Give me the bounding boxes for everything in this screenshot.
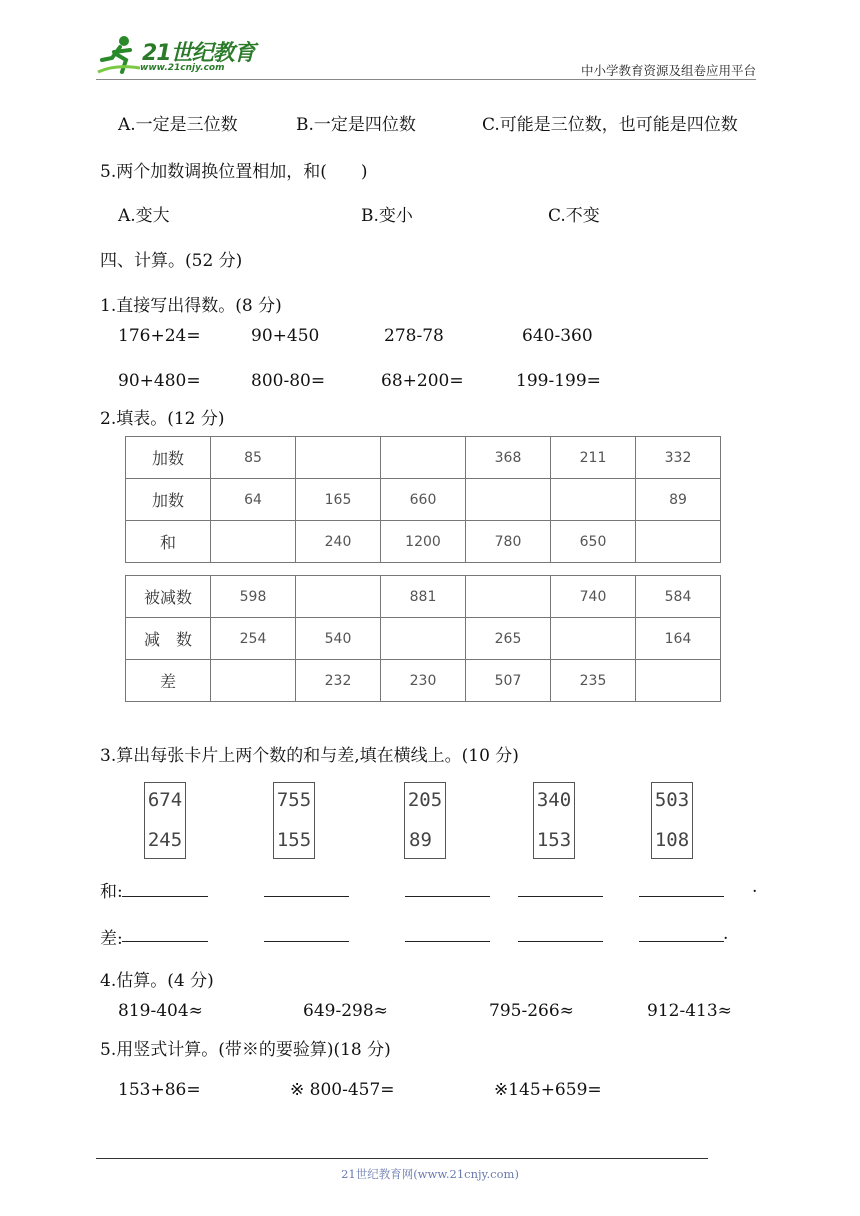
table-cell: 211 (551, 437, 636, 479)
card-number-top: 755 (276, 789, 312, 811)
addition-table (125, 436, 721, 563)
table-cell: 540 (296, 618, 381, 660)
row-header: 加数 (126, 479, 211, 521)
table-cell: 254 (211, 618, 296, 660)
table-cell: 265 (466, 618, 551, 660)
table-row (126, 437, 721, 479)
table-cell: 780 (466, 521, 551, 563)
part1-title: 1.直接写出得数。(8 分) (100, 296, 282, 316)
number-card (144, 782, 186, 859)
vertical-calc-item: 153+86= (118, 1080, 201, 1100)
sum-blank[interactable] (518, 896, 603, 897)
table-cell: 64 (211, 479, 296, 521)
card-number-top: 503 (654, 789, 690, 811)
calc-item: 199-199= (516, 371, 601, 391)
diff-blank[interactable] (518, 941, 603, 942)
diff-blank[interactable] (122, 941, 208, 942)
section-title: 四、计算。(52 分) (100, 251, 243, 271)
diff-blank[interactable] (405, 941, 490, 942)
calc-item: 68+200= (381, 371, 464, 391)
card-number-bottom: 108 (654, 829, 690, 851)
sum-blank[interactable] (122, 896, 208, 897)
estimate-item: 912-413≈ (647, 1001, 732, 1021)
vertical-calc-item: ※ 800-457= (290, 1080, 395, 1100)
table-cell: 584 (636, 576, 721, 618)
vertical-calc-item: ※145+659= (494, 1080, 602, 1100)
table-cell: 89 (636, 479, 721, 521)
calc-item: 90+480= (118, 371, 201, 391)
table-cell: 85 (211, 437, 296, 479)
sum-blank[interactable] (405, 896, 490, 897)
footer-divider (96, 1158, 708, 1159)
table-cell: 165 (296, 479, 381, 521)
card-number-top: 340 (536, 789, 572, 811)
row-header: 差 (126, 660, 211, 702)
footer-text: 21世纪教育网(www.21cnjy.com) (341, 1167, 519, 1181)
part2-title: 2.填表。(12 分) (100, 409, 225, 429)
estimate-item: 649-298≈ (303, 1001, 388, 1021)
diff-period: . (723, 924, 729, 944)
option-c: C.可能是三位数，也可能是四位数 (482, 115, 738, 135)
card-number-bottom: 89 (409, 829, 432, 851)
question-5: 5.两个加数调换位置相加，和( ) (100, 162, 368, 182)
row-header: 被减数 (126, 576, 211, 618)
table-cell[interactable] (551, 618, 636, 660)
table-cell[interactable] (296, 437, 381, 479)
table-row (126, 618, 721, 660)
table-cell: 235 (551, 660, 636, 702)
header-platform-text: 中小学教育资源及组卷应用平台 (580, 63, 756, 78)
table-cell: 240 (296, 521, 381, 563)
table-cell: 164 (636, 618, 721, 660)
calc-item: 90+450 (251, 326, 320, 346)
card-number-bottom: 155 (276, 829, 312, 851)
diff-blank[interactable] (639, 941, 724, 942)
table-cell[interactable] (211, 521, 296, 563)
q5-option-b: B.变小 (361, 206, 413, 226)
table-row (126, 576, 721, 618)
card-number-top: 205 (407, 789, 443, 811)
table-cell: 230 (381, 660, 466, 702)
header-divider (96, 79, 756, 80)
table-cell[interactable] (211, 660, 296, 702)
row-header: 减 数 (126, 618, 211, 660)
number-card (533, 782, 575, 859)
table-row (126, 660, 721, 702)
number-card (651, 782, 693, 859)
q5-option-c: C.不变 (548, 206, 600, 226)
estimate-item: 819-404≈ (118, 1001, 203, 1021)
logo-text: 21世纪教育 (142, 41, 255, 66)
estimate-item: 795-266≈ (489, 1001, 574, 1021)
number-card (404, 782, 446, 859)
table-cell: 332 (636, 437, 721, 479)
table-cell[interactable] (466, 576, 551, 618)
calc-item: 640-360 (522, 326, 593, 346)
row-header: 加数 (126, 437, 211, 479)
table-cell[interactable] (551, 479, 636, 521)
part4-title: 4.估算。(4 分) (100, 971, 214, 991)
diff-label: 差: (100, 929, 123, 949)
table-row (126, 479, 721, 521)
number-card (273, 782, 315, 859)
calc-item: 176+24= (118, 326, 201, 346)
table-cell[interactable] (466, 479, 551, 521)
table-row (126, 521, 721, 563)
calc-item: 278-78 (384, 326, 444, 346)
sum-label: 和: (100, 882, 123, 902)
card-number-bottom: 245 (147, 829, 183, 851)
part5-title: 5.用竖式计算。(带※的要验算)(18 分) (100, 1040, 391, 1060)
option-a: A.一定是三位数 (118, 115, 238, 135)
q5-option-a: A.变大 (118, 206, 170, 226)
sum-blank[interactable] (264, 896, 349, 897)
table-cell: 1200 (381, 521, 466, 563)
table-cell: 740 (551, 576, 636, 618)
sum-blank[interactable] (639, 896, 724, 897)
table-cell: 507 (466, 660, 551, 702)
table-cell: 650 (551, 521, 636, 563)
runner-logo-icon (96, 34, 142, 76)
calc-item: 800-80= (251, 371, 326, 391)
table-cell[interactable] (296, 576, 381, 618)
part3-title: 3.算出每张卡片上两个数的和与差,填在横线上。(10 分) (100, 746, 519, 766)
table-cell: 232 (296, 660, 381, 702)
card-number-bottom: 153 (536, 829, 572, 851)
table-cell[interactable] (636, 660, 721, 702)
site-logo (96, 34, 266, 80)
logo-url: www.21cnjy.com (140, 63, 225, 73)
table-cell: 660 (381, 479, 466, 521)
card-number-top: 674 (147, 789, 183, 811)
row-header: 和 (126, 521, 211, 563)
table-cell: 368 (466, 437, 551, 479)
diff-blank[interactable] (264, 941, 349, 942)
option-b: B.一定是四位数 (296, 115, 416, 135)
sum-period: . (752, 877, 758, 897)
table-cell[interactable] (636, 521, 721, 563)
table-cell: 881 (381, 576, 466, 618)
table-cell[interactable] (381, 437, 466, 479)
table-cell: 598 (211, 576, 296, 618)
subtraction-table (125, 575, 721, 702)
table-cell[interactable] (381, 618, 466, 660)
